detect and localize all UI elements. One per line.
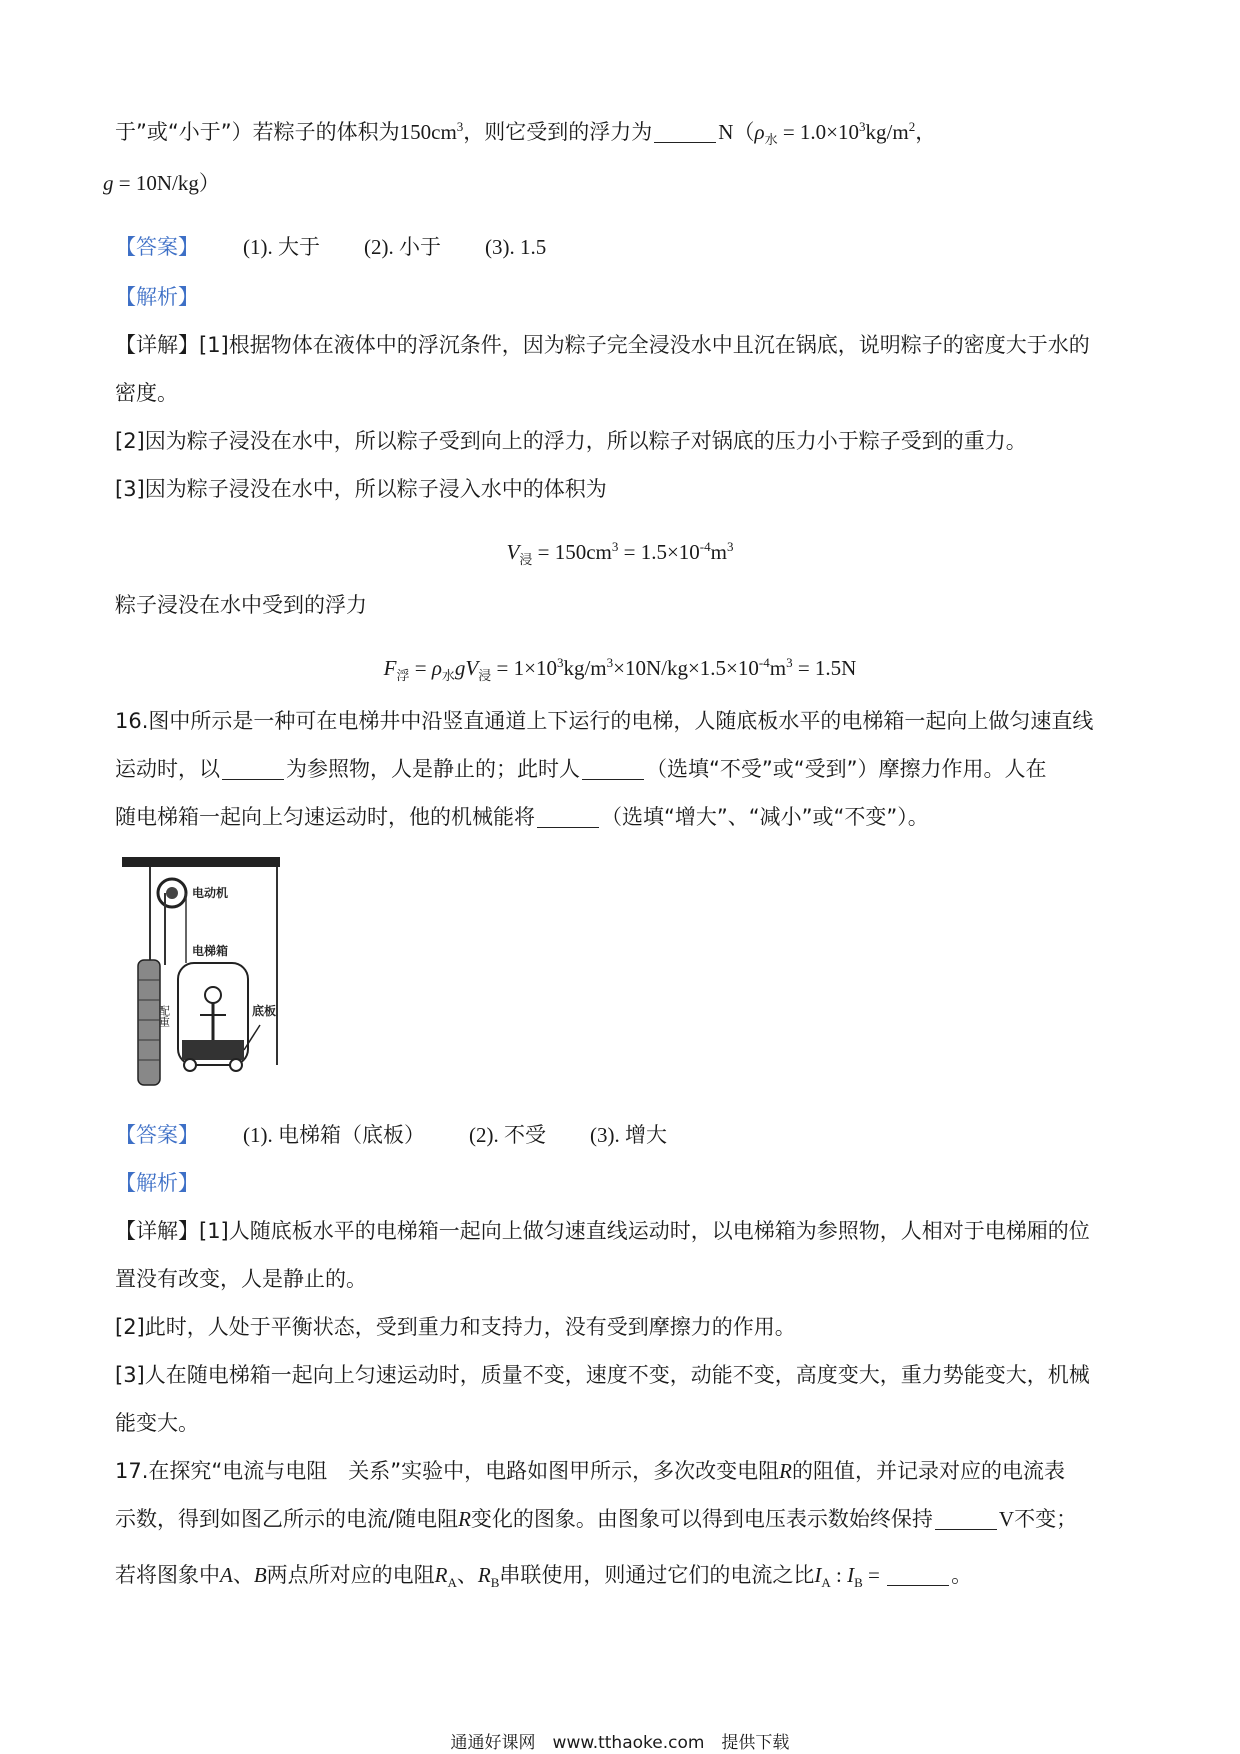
q16-line-2 <box>115 754 1047 784</box>
text: ×10N/kg×1.5×10 <box>613 656 759 680</box>
text: 示数，得到如图乙所示的电流/随电阻 <box>115 1507 459 1531</box>
floor-label: 底板 <box>252 1004 277 1018</box>
text: = 1.5×10 <box>618 540 700 564</box>
q15-line-2 <box>103 168 220 198</box>
text: = <box>409 656 432 680</box>
floor-plate <box>182 1040 244 1060</box>
rho-expression <box>754 119 916 148</box>
text: 两点所对应的电阻 <box>266 1563 435 1587</box>
answer-2: (2). 不受 <box>469 1123 546 1147</box>
exponent: -4 <box>699 539 711 554</box>
exponent: 3 <box>556 655 564 670</box>
answer-blank <box>222 761 284 780</box>
text: = 10N/kg <box>113 171 199 195</box>
exponent: 3 <box>611 539 619 554</box>
unit: N（ <box>718 120 755 144</box>
exponent: 3 <box>786 655 793 670</box>
q16-detail-p1a: 【详解】[1]人随底板水平的电梯箱一起向上做匀速直线运动时，以电梯箱为参照物，人相对于电梯厢的位 <box>115 1219 1090 1243</box>
text: V不变； <box>998 1507 1078 1531</box>
text: kg/m <box>865 120 909 144</box>
symbol: g <box>454 656 466 680</box>
text: 为参照物，人是静止的；此时人 <box>286 757 580 781</box>
q16-line-3 <box>115 802 929 832</box>
subscript: 浸 <box>478 668 492 684</box>
text: 、 <box>232 1563 254 1587</box>
q15-answer <box>115 232 546 262</box>
q16-detail-p2: [2]此时，人处于平衡状态，受到重力和支持力，没有受到摩擦力的作用。 <box>115 1315 796 1339</box>
answer-blank <box>537 809 599 828</box>
answer-tag: 【答案】 <box>115 235 199 259</box>
text: ） <box>198 171 220 195</box>
q15-detail-p1a: 【详解】[1]根据物体在液体中的浮沉条件，因为粽子完全浸没水中且沉在锅底，说明粽子的密度大于水的 <box>115 333 1090 357</box>
subscript: B <box>490 1575 500 1591</box>
answer-blank <box>654 124 716 143</box>
symbol: V <box>465 656 479 680</box>
symbol: ρ <box>754 120 765 144</box>
text: 150cm <box>399 120 457 144</box>
ceiling-beam <box>122 857 280 867</box>
text: ，则它受到的浮力为 <box>463 120 653 144</box>
q16-line-1: 16.图中所示是一种可在电梯井中沿竖直通道上下运行的电梯，人随底板水平的电梯箱一起向上做匀速直线 <box>115 709 1094 733</box>
text: （选填“不受”或“受到”）摩擦力作用。人在 <box>646 757 1047 781</box>
text: ， <box>915 120 937 144</box>
formula-volume <box>0 532 1240 575</box>
symbol: ρ <box>431 656 442 680</box>
text: = 1.0×10 <box>777 120 860 144</box>
exponent: 2 <box>908 119 916 134</box>
q17-line-2 <box>115 1504 1077 1534</box>
text: m <box>710 540 727 564</box>
answer-3: (3). 1.5 <box>485 235 547 259</box>
exponent: 3 <box>606 655 614 670</box>
page-footer: 通通好课网 www.tthaoke.com 提供下载 <box>450 1733 790 1753</box>
q17-line-3 <box>115 1560 972 1598</box>
answer-blank <box>582 761 644 780</box>
answer-1: (1). 电梯箱（底板） <box>243 1123 425 1147</box>
text: 17.在探究“电流与电阻 关系”实验中，电路如图甲所示，多次改变电阻 <box>115 1459 780 1483</box>
answer-blank <box>935 1511 997 1530</box>
q15-analysis-tag: 【解析】 <box>115 285 199 309</box>
subscript: A <box>821 1575 831 1591</box>
text: 的阻值，并记录对应的电流表 <box>791 1459 1065 1483</box>
exponent: 3 <box>456 119 464 134</box>
subscript: 浮 <box>396 668 410 684</box>
symbol: R <box>779 1459 792 1483</box>
q16-detail-p1b: 置没有改变，人是静止的。 <box>115 1267 367 1291</box>
exponent: 3 <box>859 119 866 134</box>
symbol: I <box>847 1563 855 1587</box>
symbol: F <box>383 656 397 680</box>
elevator-figure <box>120 855 285 1095</box>
q16-detail-p3b: 能变大。 <box>115 1411 199 1435</box>
answer-blank <box>887 1567 949 1586</box>
subscript: B <box>854 1575 863 1591</box>
text: 运动时，以 <box>115 757 220 781</box>
subscript: A <box>447 1575 457 1591</box>
subscript: 水 <box>764 132 778 148</box>
text: 串联使用，则通过它们的电流之比 <box>499 1563 815 1587</box>
q15-detail-p2: [2]因为粽子浸没在水中，所以粽子受到向上的浮力，所以粽子对锅底的压力小于粽子受到的重力。 <box>115 429 1027 453</box>
q15-detail-p4: 粽子浸没在水中受到的浮力 <box>115 593 367 617</box>
q17-line-1 <box>115 1456 1065 1486</box>
text: = 150cm <box>532 540 612 564</box>
answer-2: (2). 小于 <box>364 235 441 259</box>
q16-detail-p3a: [3]人在随电梯箱一起向上匀速运动时，质量不变，速度不变，动能不变，高度变大，重力势能变大，机械 <box>115 1363 1090 1387</box>
formula-buoyancy <box>0 648 1240 691</box>
answer-1: (1). 大于 <box>243 235 320 259</box>
text: （选填“增大”、“减小”或“不变”）。 <box>601 805 929 829</box>
answer-3: (3). 增大 <box>590 1123 667 1147</box>
motor-label: 电动机 <box>192 886 229 900</box>
text: = 1×10 <box>491 656 557 680</box>
symbol: I <box>814 1563 822 1587</box>
symbol: R <box>477 1563 491 1587</box>
text: 、 <box>456 1563 478 1587</box>
symbol: g <box>103 171 114 195</box>
symbol: V <box>506 540 520 564</box>
text: 。 <box>951 1563 973 1587</box>
q15-line-1 <box>115 112 936 155</box>
text: 于”或“小于”）若粽子的体积为 <box>115 120 400 144</box>
q15-detail-p3: [3]因为粽子浸没在水中，所以粽子浸入水中的体积为 <box>115 477 607 501</box>
text: = <box>862 1563 886 1587</box>
q15-detail-p1b: 密度。 <box>115 381 178 405</box>
counterweight-label: 配重 <box>157 1005 171 1027</box>
text: 变化的图象。由图象可以得到电压表示数始终保持 <box>470 1507 933 1531</box>
symbol: R <box>458 1507 471 1531</box>
answer-tag: 【答案】 <box>115 1123 199 1147</box>
text: m <box>769 656 787 680</box>
text: = 1.5N <box>792 656 857 680</box>
car-label: 电梯箱 <box>192 944 229 958</box>
exponent: -4 <box>758 655 770 670</box>
volume <box>400 120 464 144</box>
symbol: A <box>220 1563 233 1587</box>
symbol: R <box>434 1563 448 1587</box>
q16-analysis-tag: 【解析】 <box>115 1171 199 1195</box>
symbol: B <box>253 1563 267 1587</box>
q16-answer <box>115 1120 667 1150</box>
exponent: 3 <box>726 539 734 554</box>
subscript: 水 <box>441 668 455 684</box>
text: 随电梯箱一起向上匀速运动时，他的机械能将 <box>115 805 535 829</box>
person-head <box>205 987 221 1003</box>
subscript: 浸 <box>519 552 533 568</box>
text: : <box>830 1563 848 1587</box>
text: kg/m <box>563 656 607 680</box>
text: 若将图象中 <box>115 1563 220 1587</box>
